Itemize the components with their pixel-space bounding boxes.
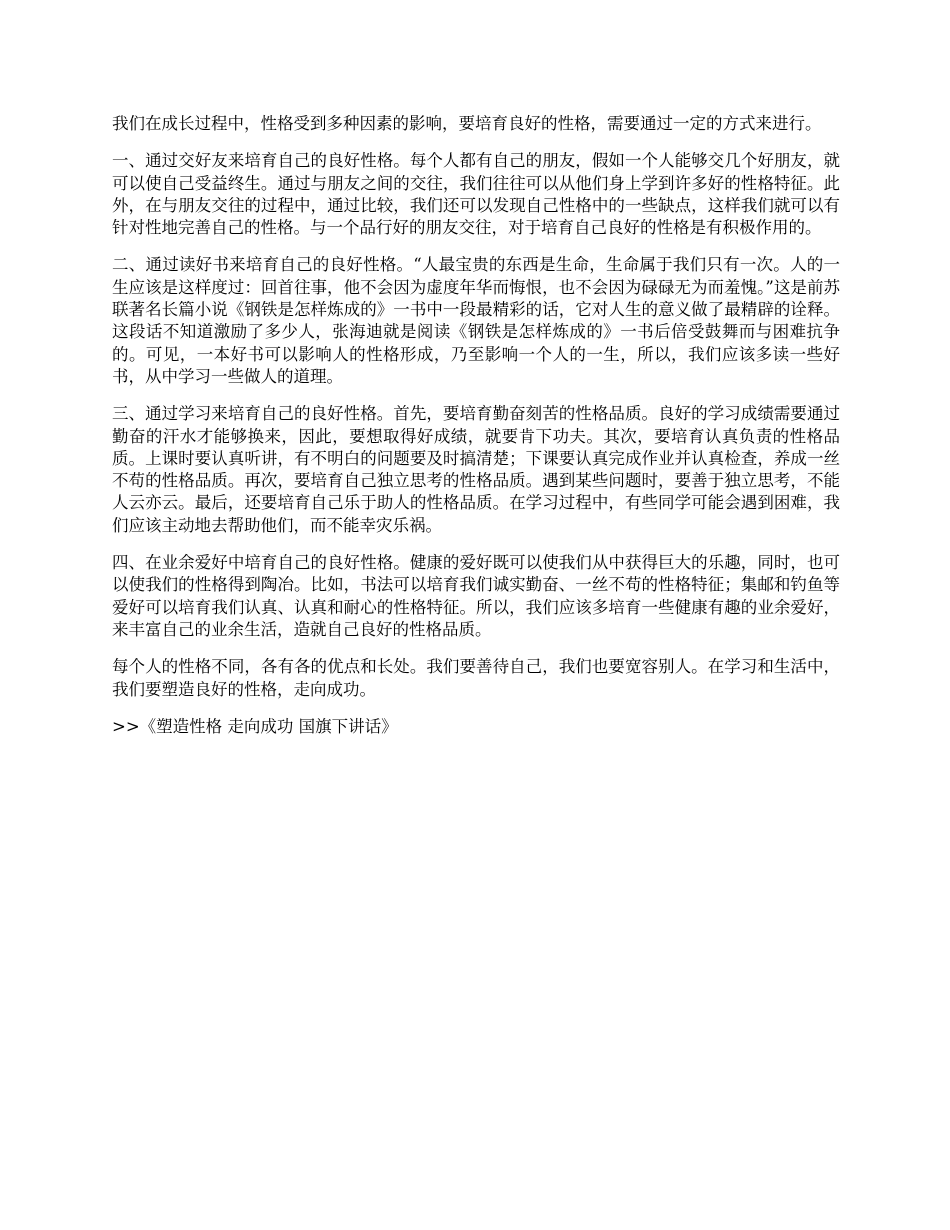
paragraph-intro: 我们在成长过程中，性格受到多种因素的影响，要培育良好的性格，需要通过一定的方式来进行。 (112, 114, 822, 133)
paragraph-study: 三、通过学习来培育自己的良好性格。首先，要培育勤奋刻苦的性格品质。良好的学习成绩需要通过勤奋的汗水才能够换来，因此，要想取得好成绩，就要肯下功夫。其次，要培育认真负责的性格品质。上课时要认真听讲，有不明白的问题要及时搞清楚；下课要认真完成作业并认真检查，养成一丝不苟的性格品质。再次，要培育自己独立思考的性格品质。遇到某些问题时，要善于独立思考，不能人云亦云。最后，还要培育自己乐于助人的性格品质。在学习过程中，有些同学可能会遇到困难，我们应该主动地去帮助他们，而不能幸灾乐祸。 (112, 404, 840, 535)
document-body (112, 113, 840, 738)
paragraph-hobbies: 四、在业余爱好中培育自己的良好性格。健康的爱好既可以使我们从中获得巨大的乐趣，同时，也可以使我们的性格得到陶冶。比如，书法可以培育我们诚实勤奋、一丝不苟的性格特征；集邮和钓鱼等爱好可以培育我们认真、认真和耐心的性格特征。所以，我们应该多培育一些健康有趣的业余爱好，来丰富自己的业余生活，造就自己良好的性格品质。 (112, 553, 840, 639)
paragraph-friends: 一、通过交好友来培育自己的良好性格。每个人都有自己的朋友，假如一个人能够交几个好朋友，就可以使自己受益终生。通过与朋友之间的交往，我们往往可以从他们身上学到许多好的性格特征。此外，在与朋友交往的过程中，通过比较，我们还可以发现自己性格中的一些缺点，这样我们就可以有针对性地完善自己的性格。与一个品行好的朋友交往，对于培育自己良好的性格是有积极作用的。 (112, 151, 840, 238)
paragraph-conclusion: 每个人的性格不同，各有各的优点和长处。我们要善待自己，我们也要宽容别人。在学习和生活中，我们要塑造良好的性格，走向成功。 (112, 657, 840, 699)
related-article-link[interactable]: >>《塑造性格 走向成功 国旗下讲话》 (112, 716, 398, 736)
paragraph-books: 二、通过读好书来培育自己的良好性格。“人最宝贵的东西是生命，生命属于我们只有一次。人的一生应该是这样度过：回首往事，他不会因为虚度年华而悔恨，也不会因为碌碌无为而羞愧。”这是前苏联著名长篇小说《钢铁是怎样炼成的》一书中一段最精彩的话，它对人生的意义做了最精辟的诠释。这段话不知道激励了多少人，张海迪就是阅读《钢铁是怎样炼成的》一书后倍受鼓舞而与困难抗争的。可见，一本好书可以影响人的性格形成，乃至影响一个人的一生，所以，我们应该多读一些好书，从中学习一些做人的道理。 (112, 255, 840, 386)
